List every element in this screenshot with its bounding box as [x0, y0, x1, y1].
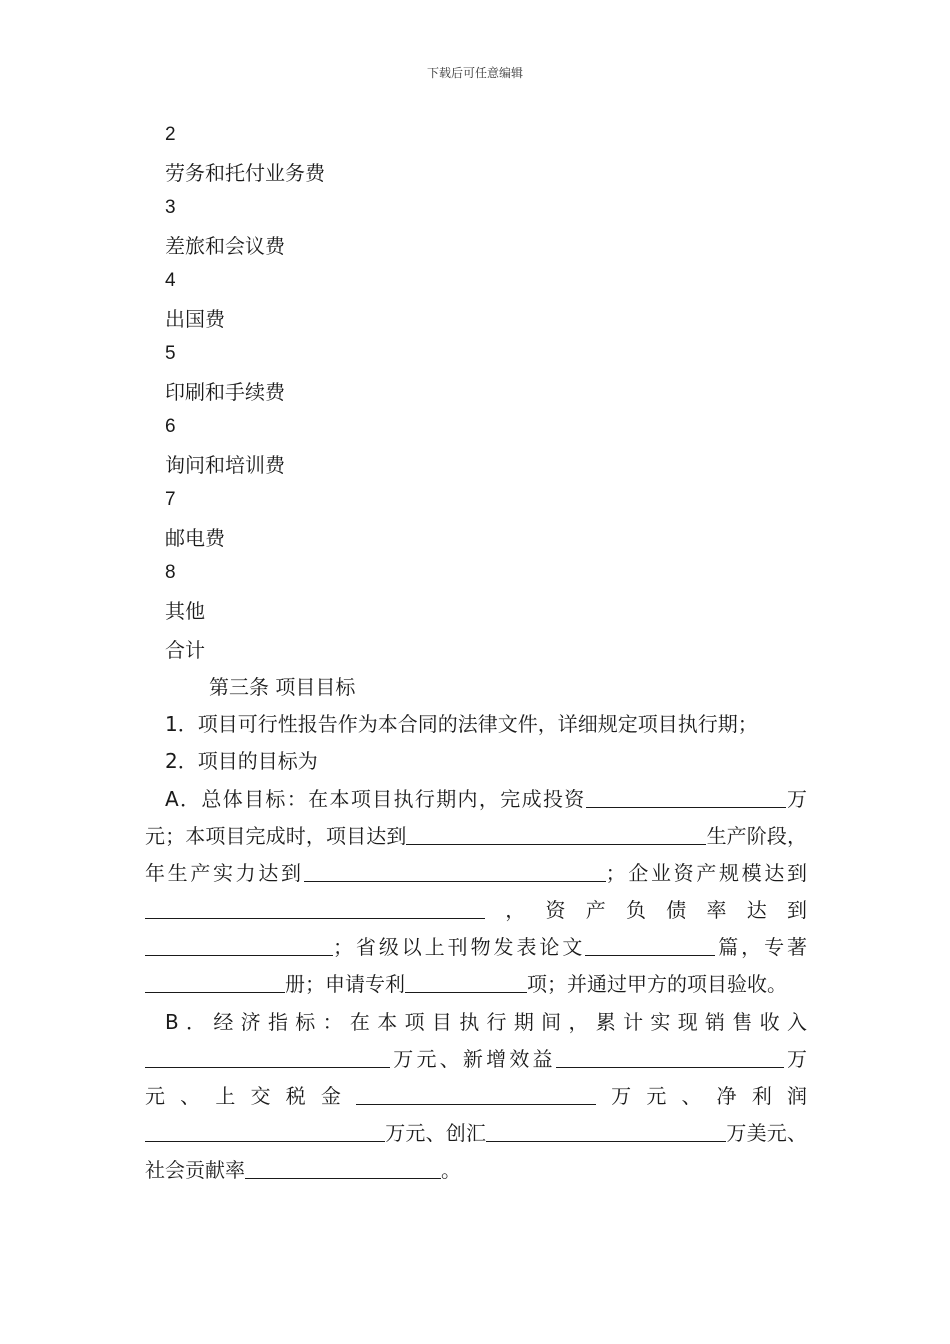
item-number: 5: [165, 343, 176, 364]
item-number: 8: [165, 562, 176, 583]
item-label: 劳务和托付业务费: [165, 161, 325, 185]
debt-ratio-blank[interactable]: [145, 933, 333, 956]
stage-blank[interactable]: [406, 822, 706, 845]
item-label: 差旅和会议费: [165, 234, 285, 258]
item-number: 4: [165, 270, 176, 291]
capacity-blank[interactable]: [304, 859, 606, 882]
economic-indicators-text: 。: [441, 1158, 461, 1182]
overall-goal-text: 篇，专著: [715, 935, 808, 959]
overall-goal-text: 项；并通过甲方的项目验收。: [527, 972, 787, 996]
overall-goal-paragraph: [145, 781, 807, 1003]
patents-blank[interactable]: [405, 970, 527, 993]
overall-goal-text: 万元；本项目完成时，项目达到: [145, 787, 808, 848]
investment-blank[interactable]: [586, 785, 786, 808]
item-label: 邮电费: [165, 526, 225, 550]
economic-indicators-text: 万元、上交税金: [145, 1047, 808, 1108]
economic-indicators-text: B．经济指标：在本项目执行期间，累计实现销售收入: [165, 1010, 807, 1034]
economic-indicators-text: 万美元、社会贡献率: [145, 1121, 808, 1182]
overall-goal-text: A．总体目标：在本项目执行期内，完成投资: [165, 787, 586, 811]
item-label: 出国费: [165, 307, 225, 331]
overall-goal-text: 册；申请专利: [285, 972, 405, 996]
overall-goal-text: ，资产负债率达到: [485, 898, 807, 922]
item-number: 6: [165, 416, 176, 437]
books-blank[interactable]: [145, 970, 285, 993]
paragraph-1: 1．项目可行性报告作为本合同的法律文件，详细规定项目执行期；: [165, 712, 758, 736]
foreign-exchange-blank[interactable]: [486, 1119, 726, 1142]
sales-revenue-blank[interactable]: [145, 1045, 390, 1068]
overall-goal-text: 生产阶段，年生产实力达到: [145, 824, 808, 885]
total-label: 合计: [165, 638, 205, 662]
economic-indicators-text: 万元、创汇: [385, 1121, 487, 1145]
economic-indicators-paragraph: [145, 1004, 807, 1189]
article-title: 第三条 项目目标: [209, 675, 356, 699]
economic-indicators-text: 万元、新增效益: [390, 1047, 556, 1071]
asset-scale-blank[interactable]: [145, 896, 485, 919]
economic-indicators-text: 万元、净利润: [596, 1084, 807, 1108]
net-profit-blank[interactable]: [145, 1119, 385, 1142]
item-label: 其他: [165, 599, 205, 623]
page-header: 下载后可任意编辑: [426, 66, 523, 80]
item-number: 3: [165, 197, 176, 218]
papers-blank[interactable]: [585, 933, 715, 956]
item-label: 印刷和手续费: [165, 380, 285, 404]
tax-blank[interactable]: [356, 1082, 596, 1105]
overall-goal-text: ；企业资产规模达到: [605, 861, 808, 885]
social-contribution-blank[interactable]: [245, 1156, 441, 1179]
paragraph-2: 2．项目的目标为: [165, 749, 318, 773]
item-number: 7: [165, 489, 176, 510]
item-number: 2: [165, 124, 176, 145]
overall-goal-text: ；省级以上刊物发表论文: [333, 935, 586, 959]
item-label: 询问和培训费: [165, 453, 285, 477]
new-benefit-blank[interactable]: [556, 1045, 784, 1068]
